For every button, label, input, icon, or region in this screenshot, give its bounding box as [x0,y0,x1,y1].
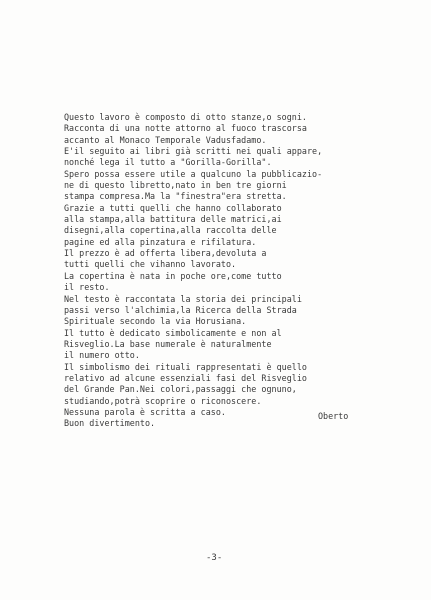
text-line: Nessuna parola è scritta a caso. [64,406,226,417]
text-line: Il simbolismo dei rituali rappresentati è quello [64,361,307,372]
text-line: Spirituale secondo la via Horusiana. [64,316,247,327]
text-line: il numero otto. [64,350,140,361]
text-line: E'il seguito ai libri già scritti nei quali appare, [64,146,323,157]
text-line: Racconta di una notte attorno al fuoco trascorsa [64,123,307,134]
signature: Oberto [318,411,349,421]
text-line: tutti quelli che vihanno lavorato. [64,259,237,270]
text-line: del Grande Pan.Nei colori,passaggi che ognuno, [64,384,297,395]
text-line: stampa compresa.Ma la "finestra"era stretta. [64,191,287,202]
text-line: Questo lavoro è composto di otto stanze,o sogni. [64,112,307,122]
text-line: disegni,alla copertina,alla raccolta delle [64,225,277,236]
page-number: -3- [206,553,223,563]
text-line: Buon divertimento. [64,418,156,429]
text-line: alla stampa,alla battitura delle matrici,ai [64,214,282,225]
text-line: passi verso l'alchimia,la Ricerca della Strada [64,304,297,315]
text-line: Grazie a tutti quelli che hanno collaborato [64,202,282,213]
text-line: Risveglio.La base numerale è naturalmente [64,338,272,349]
text-line: Il tutto è dedicato simbolicamente e non al [64,327,282,338]
text-line: pagine ed alla pinzatura e rifilatura. [64,236,257,247]
text-line: il resto. [64,282,110,293]
text-line: Nel testo è raccontata la storia dei principali [64,293,302,304]
text-line: Il prezzo è ad offerta libera,devoluta a [64,248,267,259]
text-line: accanto al Monaco Temporale Vadusfadamo. [64,134,267,145]
text-line: ne di questo libretto,nato in ben tre giorni [64,180,287,191]
text-line: Spero possa essere utile a qualcuno la pubblicazio- [64,168,323,179]
text-line: studiando,potrà scoprire o riconoscere. [64,395,262,406]
text-line: La copertina è nata in poche ore,come tutto [64,270,282,281]
body-text [64,112,394,430]
text-line: nonché lega il tutto a "Gorilla-Gorilla". [64,157,272,168]
text-line: relativo ad alcune essenziali fasi del Risveglio [64,372,307,383]
